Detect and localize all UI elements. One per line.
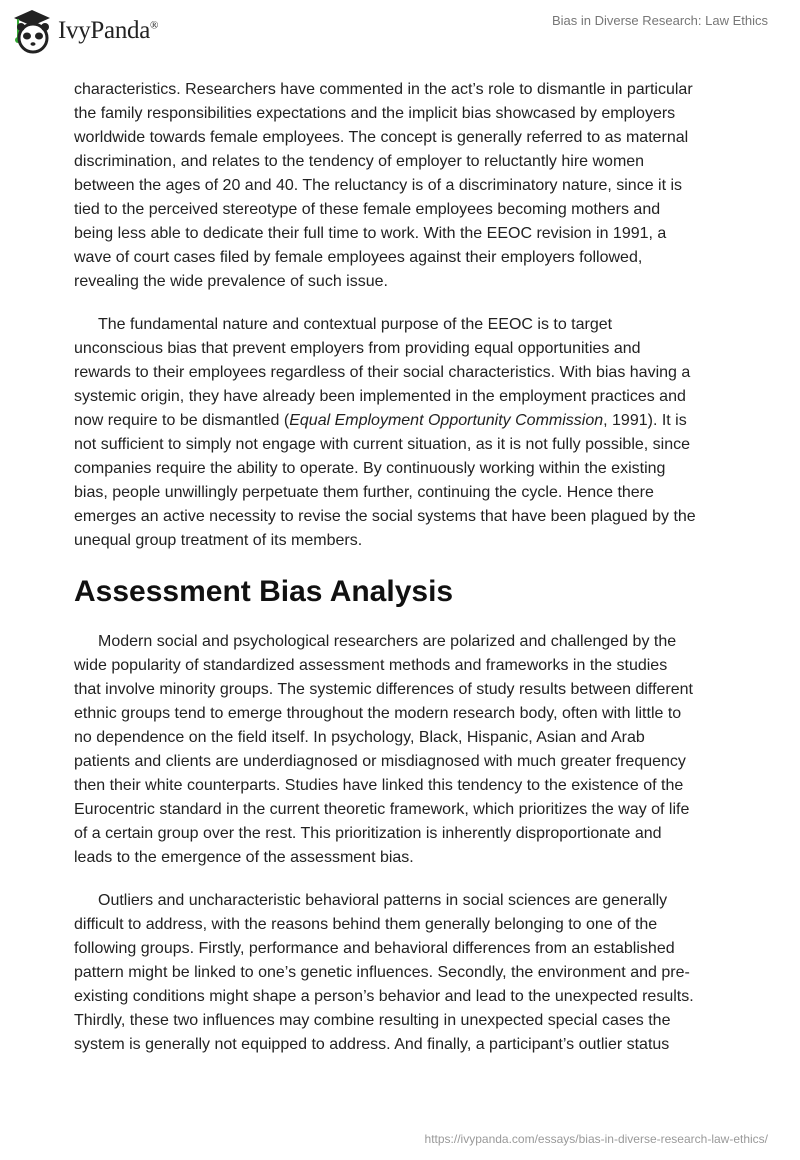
document-title: Bias in Diverse Research: Law Ethics <box>551 13 768 28</box>
text-line: being less able to dedicate their full time to work. With the EEOC revision in 1991, a <box>74 225 667 242</box>
text-line: patients and clients are underdiagnosed or misdiagnosed with much greater frequency <box>74 753 686 770</box>
text-line: no dependence on the field itself. In psychology, Black, Hispanic, Asian and Arab <box>74 729 645 746</box>
ivypanda-logo[interactable] <box>12 8 158 54</box>
text-line: Thirdly, these two influences may combine resulting in unexpected special cases the <box>74 1012 671 1029</box>
text-line: companies require the ability to operate. By continuously working within the existing <box>74 460 666 477</box>
paragraphs-after <box>74 630 754 1057</box>
paragraph <box>74 78 754 294</box>
text-line: pattern might be linked to one’s genetic influences. Secondly, the environment and pre- <box>74 964 690 981</box>
text-line: unconscious bias that prevent employers from providing equal opportunities and <box>74 340 641 357</box>
text-line: not sufficient to simply not engage with current situation, as it is not fully possible, since <box>74 436 691 453</box>
text-line: Outliers and uncharacteristic behavioral patterns in social sciences are generally <box>98 892 668 909</box>
text-line: emerges an active necessity to revise the social systems that have been plagued by the <box>74 508 696 525</box>
text-line: the family responsibilities expectations and the implicit bias showcased by employers <box>74 105 676 122</box>
text-line: between the ages of 20 and 40. The reluctancy is of a discriminatory nature, since it is <box>74 177 683 194</box>
panda-graduate-icon <box>12 8 52 54</box>
section-heading: Assessment Bias Analysis <box>74 575 454 608</box>
text-line: ethnic groups tend to emerge throughout the modern research body, often with little to <box>74 705 682 722</box>
text-line: worldwide towards female employees. The concept is generally referred to as maternal <box>74 129 689 146</box>
paragraphs-before <box>74 78 754 553</box>
text-line: unequal group treatment of its members. <box>74 532 363 549</box>
text-segment: , 1991). It is <box>603 412 687 429</box>
italic-citation: Equal Employment Opportunity Commission <box>289 412 604 429</box>
text-line: wave of court cases filed by female employees against their employers followed, <box>74 249 643 266</box>
text-line: Eurocentric standard in the current theoretic framework, which prioritizes the way of life <box>74 801 690 818</box>
text-line: then their white counterparts. Studies have linked this tendency to the existence of the <box>74 777 684 794</box>
brand-name: IvyPanda <box>58 17 151 44</box>
paragraph <box>74 889 754 1057</box>
text-line: The fundamental nature and contextual purpose of the EEOC is to target <box>98 316 613 333</box>
text-segment: now require to be dismantled ( <box>74 412 290 429</box>
essay-content <box>74 78 754 1076</box>
text-line: system is generally not equipped to address. And finally, a participant’s outlier status <box>74 1036 670 1053</box>
text-line: of a certain group over the rest. This prioritization is inherently disproportionate and <box>74 825 662 842</box>
source-url[interactable]: https://ivypanda.com/essays/bias-in-diverse-research-law-ethics/ <box>424 1132 768 1146</box>
text-line: tied to the perceived stereotype of these female employees becoming mothers and <box>74 201 661 218</box>
text-line: difficult to address, with the reasons behind them generally belonging to one of the <box>74 916 658 933</box>
text-line: systemic origin, they have already been implemented in the employment practices and <box>74 388 686 405</box>
text-line: wide popularity of standardized assessment methods and frameworks in the studies <box>74 657 668 674</box>
text-line: characteristics. Researchers have commented in the act’s role to dismantle in particular <box>74 81 693 98</box>
text-line: rewards to their employees regardless of their social characteristics. With bias having a <box>74 364 691 381</box>
paragraph <box>74 313 754 553</box>
text-line: revealing the wide prevalence of such issue. <box>74 273 388 290</box>
text-line: leads to the emergence of the assessment bias. <box>74 849 414 866</box>
text-line: bias, people unwillingly perpetuate them further, continuing the cycle. Hence there <box>74 484 654 501</box>
text-line: discrimination, and relates to the tendency of employer to reluctantly hire women <box>74 153 645 170</box>
text-line: existing conditions might shape a person’s behavior and lead to the unexpected results. <box>74 988 694 1005</box>
registered-mark: ® <box>150 19 159 32</box>
text-line: Modern social and psychological researchers are polarized and challenged by the <box>98 633 677 650</box>
text-line: that involve minority groups. The systemic differences of study results between different <box>74 681 693 698</box>
text-line <box>74 409 754 433</box>
text-line: following groups. Firstly, performance and behavioral differences from an established <box>74 940 675 957</box>
paragraph <box>74 630 754 870</box>
